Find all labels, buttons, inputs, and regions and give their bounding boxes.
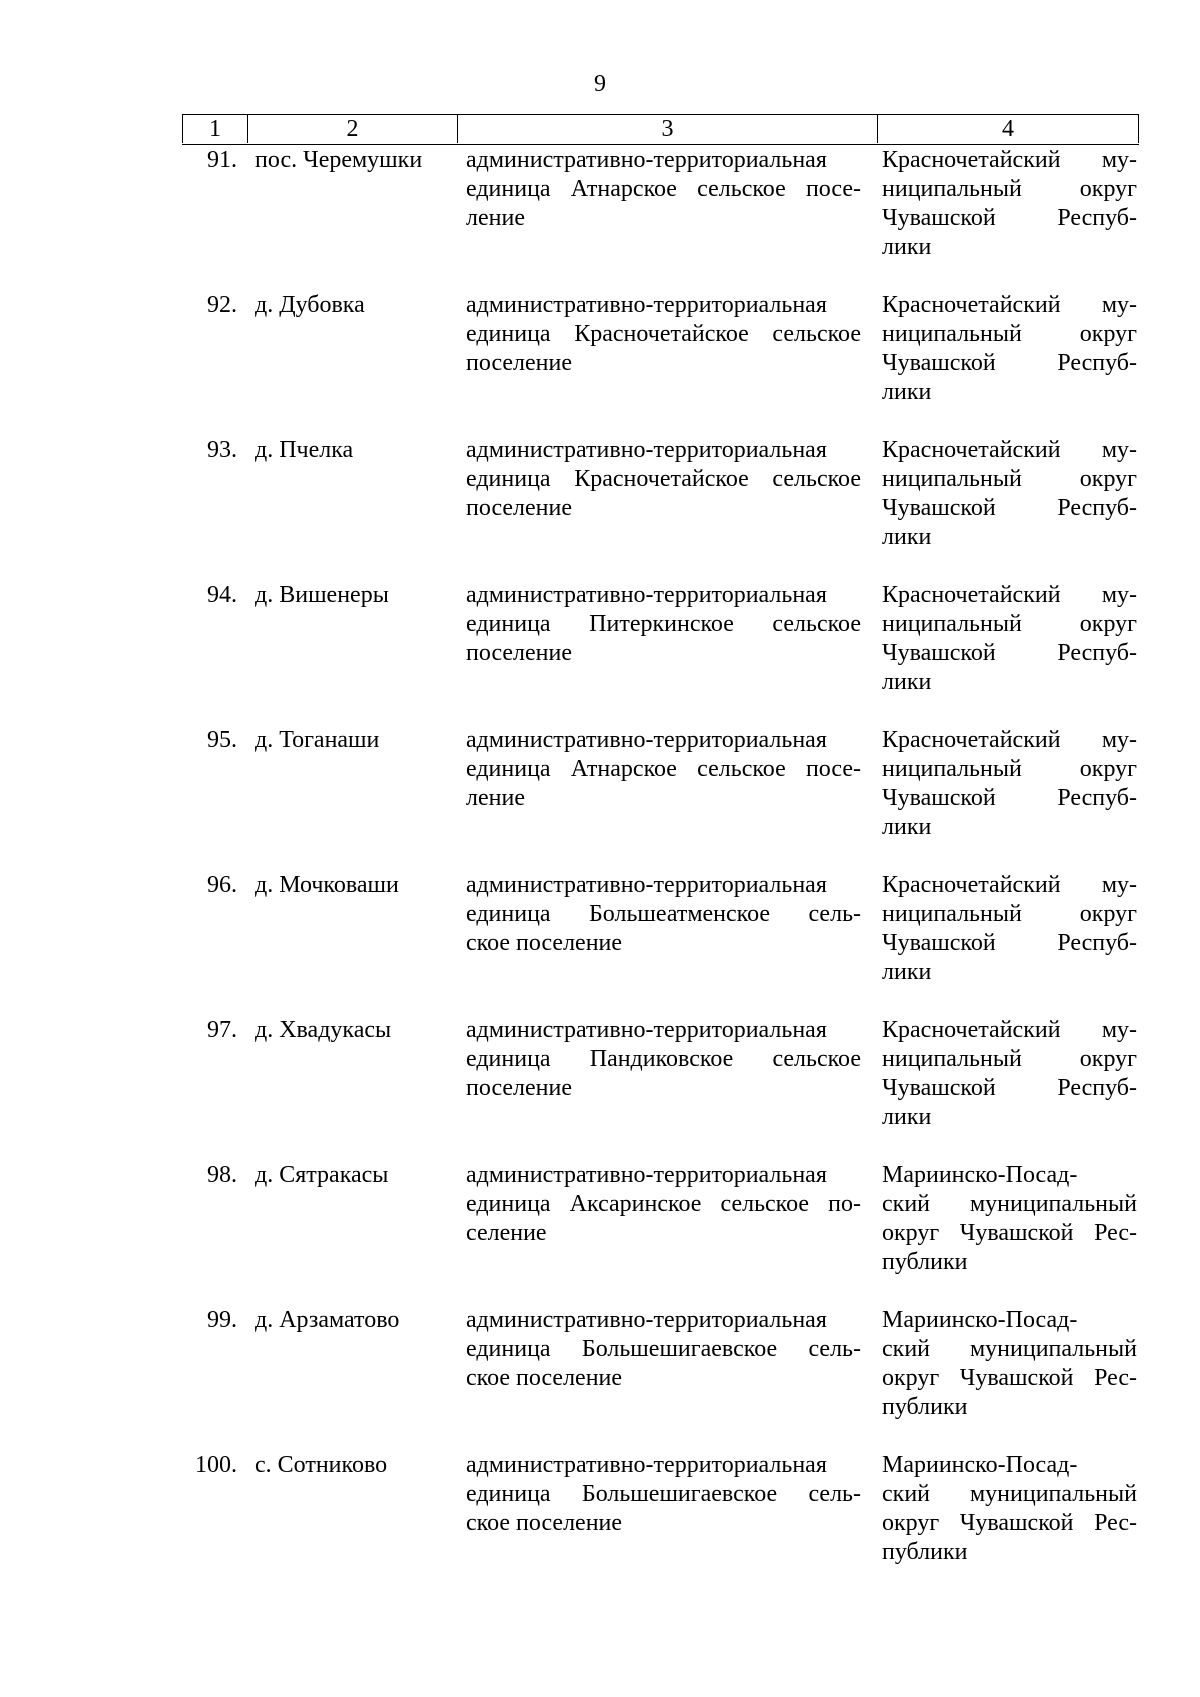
administrative-unit-line: единица Аксаринское сельское по-	[466, 1191, 861, 1217]
row-number: 100.	[195, 1452, 237, 1478]
administrative-unit	[466, 871, 861, 958]
municipal-district-line: лики	[882, 234, 932, 260]
settlement-name: д. Вишенеры	[255, 582, 389, 608]
municipal-district-line: ский муниципальный	[882, 1336, 1137, 1362]
municipal-district-line: ниципальный округ	[882, 176, 1137, 202]
municipal-district-line: Мариинско-Посад-	[882, 1452, 1078, 1478]
municipal-district	[882, 1306, 1137, 1422]
municipal-district-line: Чувашской Респуб-	[882, 495, 1137, 521]
administrative-unit-line: единица Атнарское сельское посе-	[466, 176, 861, 202]
municipal-district-line: лики	[882, 959, 932, 985]
municipal-district-line: Красночетайский му-	[882, 292, 1137, 318]
settlement-name: д. Арзаматово	[255, 1307, 400, 1333]
administrative-unit-line: административно-территориальная	[466, 727, 827, 753]
municipal-district-line: ский муниципальный	[882, 1191, 1137, 1217]
municipal-district	[882, 436, 1137, 552]
administrative-unit-line: единица Питеркинское сельское	[466, 611, 861, 637]
table-row	[182, 724, 1139, 869]
municipal-district-line: лики	[882, 1104, 932, 1130]
municipal-district-line: Красночетайский му-	[882, 147, 1137, 173]
municipal-district-line: Чувашской Респуб-	[882, 350, 1137, 376]
municipal-district-line: Чувашской Респуб-	[882, 1075, 1137, 1101]
municipal-district	[882, 581, 1137, 697]
administrative-unit-line: поселение	[466, 350, 573, 376]
row-number: 99.	[207, 1307, 237, 1333]
row-number: 91.	[207, 147, 237, 173]
municipal-district-line: Красночетайский му-	[882, 872, 1137, 898]
administrative-unit-line: административно-территориальная	[466, 872, 827, 898]
municipal-district-line: Мариинско-Посад-	[882, 1162, 1078, 1188]
municipal-district-line: лики	[882, 669, 932, 695]
municipal-district-line: Красночетайский му-	[882, 582, 1137, 608]
municipal-district-line: ниципальный округ	[882, 466, 1137, 492]
column-header-1: 1	[182, 115, 247, 143]
administrative-unit-line: ление	[466, 205, 525, 231]
settlement-name: с. Сотниково	[255, 1452, 388, 1478]
settlement-name: д. Пчелка	[255, 437, 354, 463]
municipal-district	[882, 726, 1137, 842]
municipal-district-line: ниципальный округ	[882, 901, 1137, 927]
administrative-unit-line: административно-территориальная	[466, 582, 827, 608]
administrative-unit-line: единица Красночетайское сельское	[466, 466, 861, 492]
administrative-unit-line: административно-территориальная	[466, 1162, 827, 1188]
administrative-unit-line: единица Большеатменское сель-	[466, 901, 861, 927]
row-number: 92.	[207, 292, 237, 318]
table-row	[182, 1159, 1139, 1304]
administrative-unit-line: административно-территориальная	[466, 147, 827, 173]
column-header-2: 2	[247, 115, 457, 143]
administrative-unit	[466, 1161, 861, 1248]
row-number: 93.	[207, 437, 237, 463]
administrative-unit	[466, 1016, 861, 1103]
municipal-district-line: Красночетайский му-	[882, 437, 1137, 463]
table-row	[182, 289, 1139, 434]
administrative-unit-line: административно-территориальная	[466, 1452, 827, 1478]
municipal-district-line: лики	[882, 379, 932, 405]
municipal-district-line: публики	[882, 1539, 968, 1565]
page-number: 9	[594, 71, 606, 97]
municipal-district	[882, 291, 1137, 407]
administrative-unit	[466, 436, 861, 523]
municipal-district-line: Чувашской Респуб-	[882, 640, 1137, 666]
municipal-district-line: ский муниципальный	[882, 1481, 1137, 1507]
row-number: 95.	[207, 727, 237, 753]
administrative-unit-line: административно-территориальная	[466, 1017, 827, 1043]
column-header-3: 3	[457, 115, 877, 143]
settlement-name: д. Сятракасы	[255, 1162, 389, 1188]
municipal-district-line: ниципальный округ	[882, 1046, 1137, 1072]
table-row	[182, 434, 1139, 579]
administrative-unit-line: поселение	[466, 640, 573, 666]
administrative-unit	[466, 146, 861, 233]
municipal-district-line: публики	[882, 1394, 968, 1420]
administrative-unit-line: ское поселение	[466, 1510, 623, 1536]
municipal-district-line: округ Чувашской Рес-	[882, 1365, 1137, 1391]
municipal-district-line: Красночетайский му-	[882, 1017, 1137, 1043]
administrative-unit-line: единица Атнарское сельское посе-	[466, 756, 861, 782]
settlement-name: д. Тоганаши	[255, 727, 380, 753]
municipal-district-line: округ Чувашской Рес-	[882, 1220, 1137, 1246]
administrative-unit-line: единица Большешигаевское сель-	[466, 1481, 861, 1507]
administrative-unit-line: поселение	[466, 495, 573, 521]
municipal-district-line: лики	[882, 814, 932, 840]
municipal-district-line: лики	[882, 524, 932, 550]
settlement-name: д. Мочковаши	[255, 872, 399, 898]
settlement-table-body	[182, 144, 1139, 1594]
row-number: 98.	[207, 1162, 237, 1188]
municipal-district-line: Чувашской Респуб-	[882, 205, 1137, 231]
table-row	[182, 1014, 1139, 1159]
administrative-unit	[466, 581, 861, 668]
municipal-district-line: ниципальный округ	[882, 611, 1137, 637]
administrative-unit-line: единица Пандиковское сельское	[466, 1046, 861, 1072]
table-row	[182, 579, 1139, 724]
administrative-unit	[466, 726, 861, 813]
administrative-unit-line: единица Большешигаевское сель-	[466, 1336, 861, 1362]
administrative-unit	[466, 291, 861, 378]
municipal-district	[882, 1161, 1137, 1277]
municipal-district-line: ниципальный округ	[882, 756, 1137, 782]
administrative-unit	[466, 1451, 861, 1538]
row-number: 94.	[207, 582, 237, 608]
municipal-district-line: Чувашской Респуб-	[882, 930, 1137, 956]
table-row	[182, 869, 1139, 1014]
administrative-unit-line: селение	[466, 1220, 547, 1246]
row-number: 97.	[207, 1017, 237, 1043]
administrative-unit-line: административно-территориальная	[466, 1307, 827, 1333]
table-row	[182, 1449, 1139, 1594]
administrative-unit-line: ское поселение	[466, 1365, 623, 1391]
municipal-district-line: публики	[882, 1249, 968, 1275]
administrative-unit-line: единица Красночетайское сельское	[466, 321, 861, 347]
municipal-district-line: Красночетайский му-	[882, 727, 1137, 753]
column-header-4: 4	[877, 115, 1139, 143]
administrative-unit-line: ское поселение	[466, 930, 623, 956]
municipal-district-line: округ Чувашской Рес-	[882, 1510, 1137, 1536]
administrative-unit-line: административно-территориальная	[466, 292, 827, 318]
row-number: 96.	[207, 872, 237, 898]
municipal-district-line: ниципальный округ	[882, 321, 1137, 347]
administrative-unit-line: административно-территориальная	[466, 437, 827, 463]
administrative-unit	[466, 1306, 861, 1393]
column-header-row	[182, 114, 1139, 145]
settlement-name: д. Дубовка	[255, 292, 365, 318]
table-row	[182, 144, 1139, 289]
municipal-district-line: Чувашской Респуб-	[882, 785, 1137, 811]
municipal-district	[882, 1451, 1137, 1567]
settlement-name: д. Хвадукасы	[255, 1017, 392, 1043]
municipal-district	[882, 871, 1137, 987]
administrative-unit-line: ление	[466, 785, 525, 811]
municipal-district	[882, 146, 1137, 262]
table-row	[182, 1304, 1139, 1449]
municipal-district-line: Мариинско-Посад-	[882, 1307, 1078, 1333]
administrative-unit-line: поселение	[466, 1075, 573, 1101]
municipal-district	[882, 1016, 1137, 1132]
settlement-name: пос. Черемушки	[255, 147, 423, 173]
